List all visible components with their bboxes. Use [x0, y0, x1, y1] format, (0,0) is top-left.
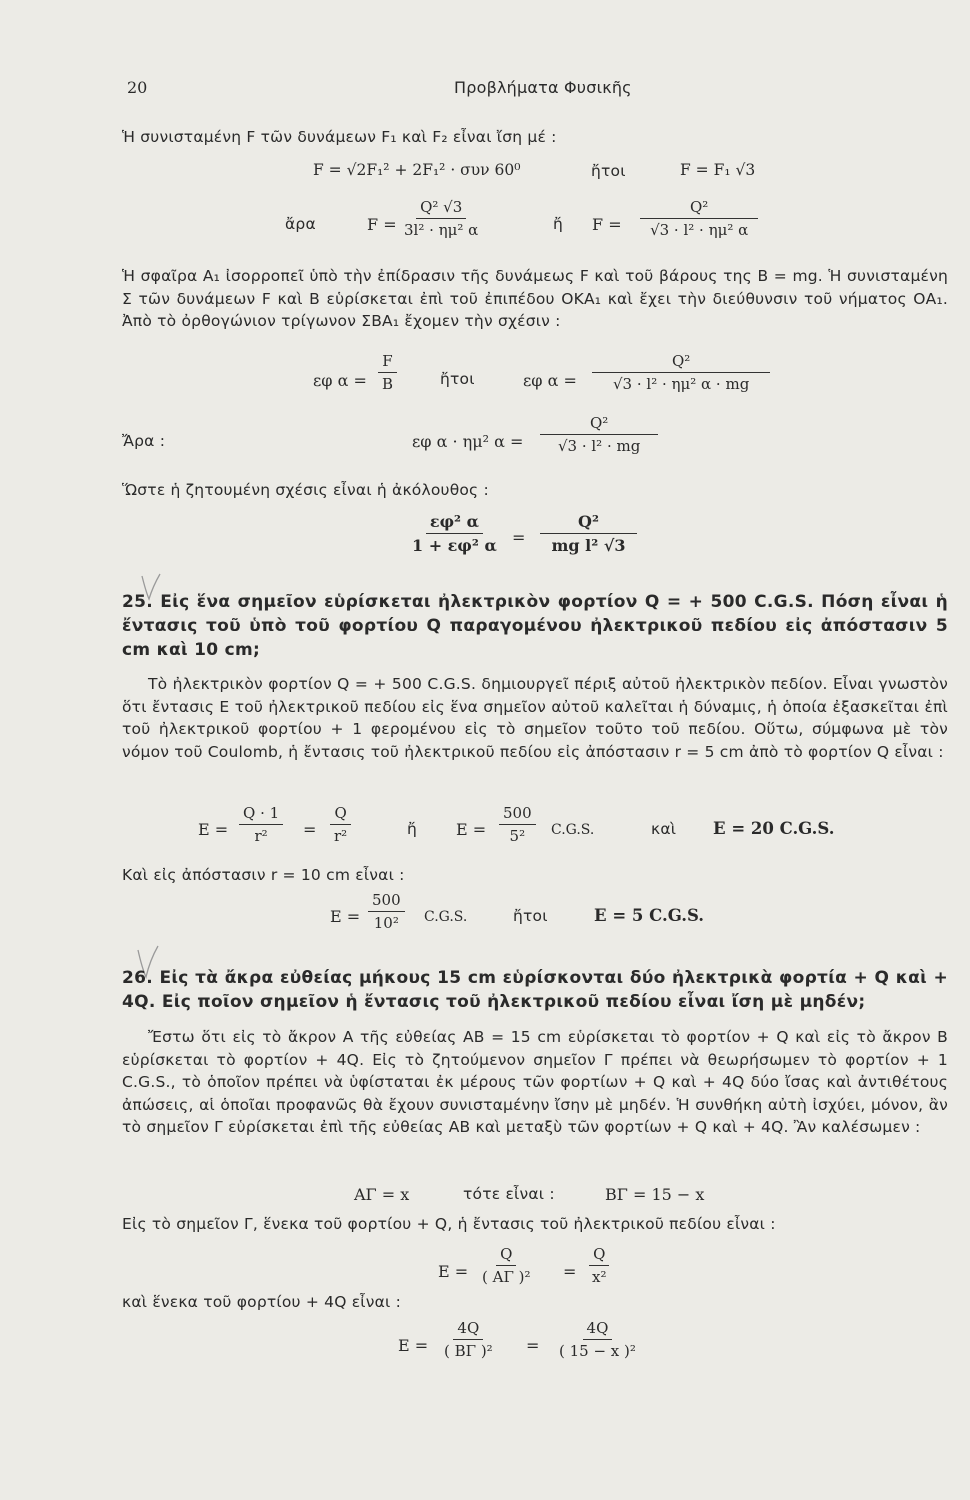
fraction-final-right [540, 512, 637, 555]
then-connector: τότε εἶναι : [463, 1185, 555, 1203]
fraction-denominator: ( AΓ )² [482, 1268, 531, 1286]
conclusion-line: Ὥστε ἡ ζητουμένη σχέσις εἶναι ἡ ἀκόλουθος : [122, 481, 489, 499]
equals-sign-2: = [526, 1336, 540, 1355]
fraction-field-4q-1 [440, 1319, 497, 1360]
fraction-numerator: Q [330, 804, 350, 825]
fraction-numerator: 500 [368, 891, 405, 912]
fraction-e-3 [499, 804, 536, 845]
result-10cm: E = 5 C.G.S. [594, 906, 705, 925]
point-gamma-line: Εἰς τὸ σημεῖον Γ, ἕνεκα τοῦ φορτίου + Q, ἡ ἔντασις τοῦ ἠλεκτρικοῦ πεδίου εἶναι : [122, 1215, 776, 1233]
problem-26-paragraph-text: Ἔστω ὅτι εἰς τὸ ἄκρον A τῆς εὐθείας AB = 15 cm εὑρίσκεται τὸ φορτίον + Q καὶ εἰς τὸ ἄκρον B εὑρίσκεται τὸ φορτίον + 4Q. Εἰς τὸ ζητούμενον σημεῖον Γ πρέπει νὰ θεωρήσωμεν τὸ φορτίον + 1 C.G.S., τὸ ὁποῖον πρέπει νὰ ὑφίσταται ἐκ μέρους τῶν φορτίων + Q καὶ + 4Q δύο ἴσας καὶ ἀντιθέτους ἀπώσεις, αἱ ὁποῖαι προφανῶς θὰ ἔχουν συνισταμένην ἴσην μὲ μηδέν. Ἡ συνθήκη αὐτὴ ἰσχύει, μόνον, ἂν τὸ σημεῖον Γ εὑρίσκεται ἐπὶ τῆς εὐθείας AB καὶ μεταξὺ τῶν φορτίων + Q καὶ + 4Q. Ἂν καλέσωμεν : [122, 1028, 948, 1136]
e-equals: E = [198, 820, 229, 839]
fraction-denominator: 3l² · ημ² α [404, 221, 479, 239]
equals-sign: = [563, 1262, 577, 1281]
problem-25-paragraph [122, 673, 948, 763]
equation-resultant-simplified: F = F₁ √3 [680, 161, 756, 179]
fraction-numerator: Q² [540, 512, 637, 534]
problem-25-paragraph-text: Τὸ ἠλεκτρικὸν φορτίον Q = + 500 C.G.S. δημιουργεῖ πέριξ αὐτοῦ ἠλεκτρικὸν πεδίον. Εἶναι γνωστὸν ὅτι ἔντασις E τοῦ ἠλεκτρικοῦ πεδίου εἰς ἕνα σημεῖον αὐτοῦ καλεῖται ἡ δύναμις, ἡ ὁποία ἐξασκεῖται ἐπὶ τοῦ ἠλεκτρικοῦ φορτίου + 1 φερομένου εἰς τὸ σημεῖον τοῦτο τοῦ πεδίου. Οὕτω, σύμφωνα μὲ τὸν νόμον τοῦ Coulomb, ἡ ἔντασις τοῦ ἠλεκτρικοῦ πεδίου εἰς ἀπόστασιν r = 5 cm ἀπὸ τὸ φορτίον Q εἶναι : [122, 675, 948, 761]
fraction-numerator: Q² [540, 414, 658, 435]
fraction-ara-2 [540, 414, 658, 455]
ara-2-lhs: εφ α · ημ² α = [412, 432, 524, 451]
fraction-denominator: ( BΓ )² [444, 1342, 493, 1360]
fraction-numerator: 4Q [583, 1319, 613, 1340]
tan-connector: ἤτοι [440, 370, 475, 388]
fraction-numerator: 500 [499, 804, 536, 825]
problem-25-heading: 25. Εἰς ἕνα σημεῖον εὑρίσκεται ἠλεκτρικὸν φορτίον Q = + 500 C.G.S. Πόση εἶναι ἡ ἔντασις τοῦ ὑπὸ τοῦ φορτίου Q παραγομένου ἠλεκτρικοῦ πεδίου εἰς ἀπόστασιν 5 cm καὶ 10 cm; [122, 592, 948, 660]
fraction-numerator: Q² [592, 352, 770, 373]
fraction-denominator: x² [592, 1268, 607, 1286]
unit-cgs: C.G.S. [551, 822, 595, 838]
or-connector: ἤ [407, 820, 418, 838]
fraction-denominator: √3 · l² · mg [557, 437, 641, 455]
fraction-denominator: 1 + εφ² α [412, 536, 497, 555]
tan-lhs-2: εφ α = [523, 371, 577, 390]
fraction-numerator: Q² [640, 198, 758, 219]
fraction-numerator: F [378, 352, 396, 373]
fraction-denominator: √3 · l² · ημ² α · mg [613, 375, 750, 393]
ara-2-label: Ἄρα : [122, 432, 166, 450]
fraction-denominator: ( 15 − x )² [559, 1342, 636, 1360]
fraction-e-2 [330, 804, 351, 845]
unit-cgs-2: C.G.S. [424, 909, 468, 925]
fraction-denominator: r² [334, 827, 348, 845]
fraction-e-1 [239, 804, 283, 845]
result-5cm: E = 20 C.G.S. [713, 819, 835, 838]
fraction-force-2 [640, 198, 758, 239]
e-equals-2: E = [456, 820, 487, 839]
page-number: 20 [127, 78, 148, 97]
problem-26-heading: 26. Εἰς τὰ ἄκρα εὐθείας μήκους 15 cm εὑρίσκονται δύο ἠλεκτρικὰ φορτία + Q καὶ + 4Q. Εἰς ποῖον σημεῖον ἡ ἔντασις τοῦ ἠλεκτρικοῦ πεδίου εἶναι ἴση μὲ μηδέν; [122, 968, 948, 1012]
fraction-e-4 [368, 891, 405, 932]
connector-itoi: ἤτοι [513, 907, 548, 925]
equation-resultant: F = √2F₁² + 2F₁² · συν 60⁰ [313, 161, 521, 179]
resultant-intro: Ἡ συνισταμένη F τῶν δυνάμεων F₁ καὶ F₂ εἶναι ἴση μέ : [122, 128, 557, 146]
running-title: Προβλήματα Φυσικῆς [454, 78, 632, 97]
fraction-denominator: √3 · l² · ημ² α [650, 221, 749, 239]
sphere-paragraph [122, 265, 948, 333]
e-equals: E = [438, 1262, 469, 1281]
sphere-paragraph-text: Ἡ σφαῖρα A₁ ἰσορροπεῖ ὑπὸ τὴν ἐπίδρασιν τῆς δυνάμεως F καὶ τοῦ βάρους της B = mg. Ἡ συνισταμένη Σ τῶν δυνάμεων F καὶ B εὑρίσκεται ἐπὶ τοῦ ἐπιπέδου ΟΚΑ₁ καὶ ἔχει τὴν διεύθυνσιν τοῦ νήματος ΟΑ₁. Ἀπὸ τὸ ὀρθογώνιον τρίγωνον ΣΒΑ₁ ἔχομεν τὴν σχέσιν : [122, 267, 948, 330]
fraction-field-q-1 [478, 1245, 535, 1286]
fraction-denominator: mg l² √3 [551, 536, 626, 555]
bg-definition: BΓ = 15 − x [605, 1185, 705, 1204]
fraction-denominator: r² [254, 827, 268, 845]
fraction-numerator: Q · 1 [239, 804, 283, 825]
equation-connector: ἤτοι [591, 162, 626, 180]
equals-sign: = [303, 820, 317, 839]
fraction-field-q-2 [588, 1245, 610, 1286]
fraction-force-1 [400, 198, 482, 239]
problem-26-paragraph [122, 1026, 948, 1139]
and-connector: καὶ [651, 820, 677, 838]
e-equals-2: E = [398, 1336, 429, 1355]
fraction-denominator: B [382, 375, 394, 393]
ag-definition: AΓ = x [354, 1185, 410, 1204]
f-equals: F = [367, 215, 397, 234]
fraction-numerator: 4Q [453, 1319, 483, 1340]
fraction-numerator: Q [589, 1245, 609, 1266]
distance-10cm-line: Καὶ εἰς ἀπόστασιν r = 10 cm εἶναι : [122, 866, 405, 884]
f-equals-2: F = [592, 215, 622, 234]
fraction-tan [378, 352, 397, 393]
four-q-line: καὶ ἕνεκα τοῦ φορτίου + 4Q εἶναι : [122, 1293, 402, 1311]
tan-lhs: εφ α = [313, 371, 367, 390]
fraction-field-4q-2 [555, 1319, 640, 1360]
ara-label: ἄρα [285, 215, 316, 233]
e-equals-3: E = [330, 907, 361, 926]
fraction-denominator: 5² [509, 827, 526, 845]
fraction-numerator: Q² √3 [416, 198, 466, 219]
fraction-numerator: εφ² α [426, 512, 483, 534]
final-equals: = [512, 528, 526, 547]
or-connector: ἤ [553, 215, 564, 233]
fraction-denominator: 10² [373, 914, 399, 932]
fraction-numerator: Q [496, 1245, 516, 1266]
fraction-final-left [408, 512, 501, 555]
fraction-tan-2 [592, 352, 770, 393]
